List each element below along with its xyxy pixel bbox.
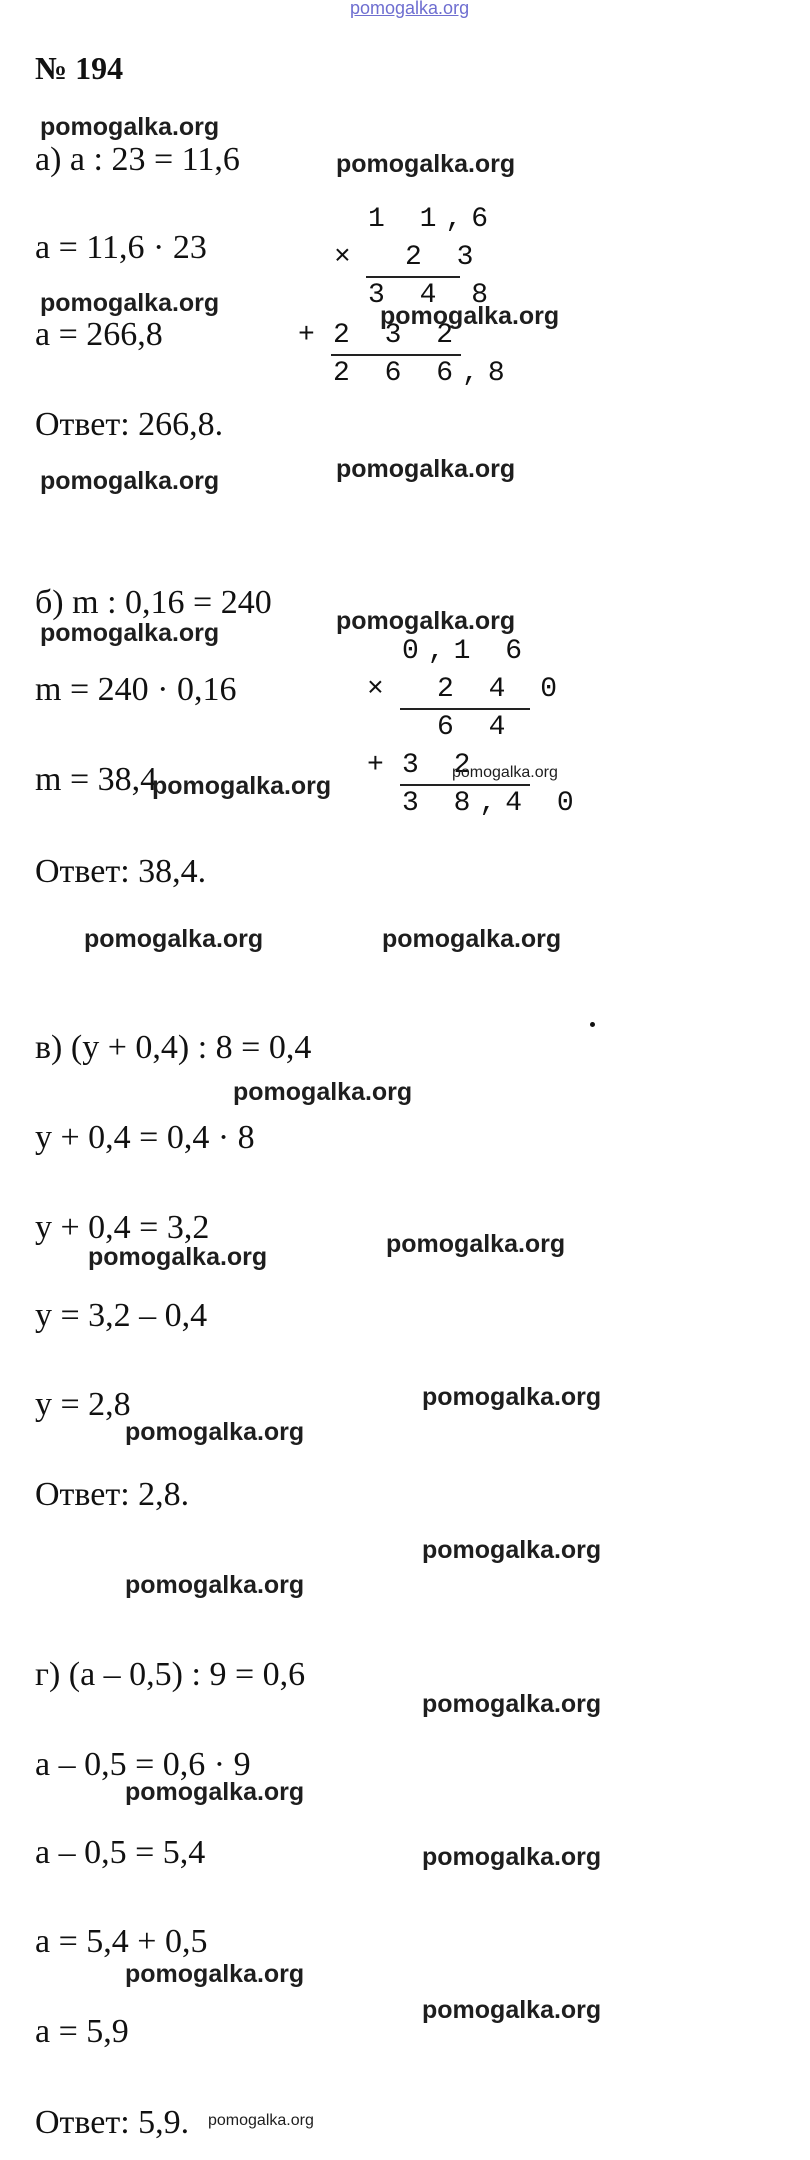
part-b-step-2: m = 38,4 <box>35 761 158 798</box>
watermark: pomogalka.org <box>336 455 516 483</box>
problem-title: № 194 <box>35 50 124 86</box>
watermark: pomogalka.org <box>336 607 516 635</box>
watermark: pomogalka.org <box>208 2112 314 2129</box>
part-v-step-1: y + 0,4 = 0,4 · 8 <box>35 1119 255 1156</box>
column-a-result: 2 6 6,8 <box>333 358 514 389</box>
part-g-equation: г) (a – 0,5) : 9 = 0,6 <box>35 1656 306 1693</box>
part-a-equation: а) a : 23 = 11,6 <box>35 141 240 178</box>
watermark: pomogalka.org <box>40 467 220 495</box>
column-b-partial-1: 6 4 <box>437 712 515 743</box>
watermark: pomogalka.org <box>125 1418 305 1446</box>
watermark: pomogalka.org <box>125 1960 305 1988</box>
part-g-step-4: a = 5,9 <box>35 2013 129 2050</box>
part-b-answer: Ответ: 38,4. <box>35 853 207 890</box>
column-b-partial-2: 3 2 <box>402 750 480 781</box>
part-g-step-1: a – 0,5 = 0,6 · 9 <box>35 1746 251 1783</box>
watermark: pomogalka.org <box>422 1383 602 1411</box>
watermark: pomogalka.org <box>422 1843 602 1871</box>
watermark: pomogalka.org <box>125 1778 305 1806</box>
part-g-step-3: a = 5,4 + 0,5 <box>35 1923 208 1960</box>
part-g-answer: Ответ: 5,9. <box>35 2104 190 2141</box>
part-v-answer: Ответ: 2,8. <box>35 1476 190 1513</box>
column-a-partial-2: 2 3 2 <box>333 320 463 351</box>
part-v-step-2: y + 0,4 = 3,2 <box>35 1209 210 1246</box>
watermark: pomogalka.org <box>40 289 220 317</box>
column-b-multiplicand: 0,1 6 <box>402 636 532 667</box>
watermark: pomogalka.org <box>452 764 558 781</box>
part-a-step-1: a = 11,6 · 23 <box>35 229 207 266</box>
column-a-multiplier: 2 3 <box>405 242 483 273</box>
column-a-plus-sign: + <box>298 320 324 351</box>
part-v-step-3: y = 3,2 – 0,4 <box>35 1297 208 1334</box>
watermark: pomogalka.org <box>233 1078 413 1106</box>
watermark: pomogalka.org <box>422 1996 602 2024</box>
watermark: pomogalka.org <box>336 150 516 178</box>
part-v-step-4: y = 2,8 <box>35 1386 131 1423</box>
column-a-partial-1: 3 4 8 <box>368 280 498 311</box>
column-b-plus-sign: + <box>367 750 393 781</box>
watermark: pomogalka.org <box>382 925 562 953</box>
part-a-step-2: a = 266,8 <box>35 316 163 353</box>
watermark: pomogalka.org <box>88 1243 268 1271</box>
watermark: pomogalka.org <box>422 1536 602 1564</box>
column-a-multiplicand: 1 1,6 <box>368 204 498 235</box>
watermark: pomogalka.org <box>84 925 264 953</box>
part-v-equation: в) (y + 0,4) : 8 = 0,4 <box>35 1029 312 1066</box>
stray-dot-mark <box>590 1022 595 1027</box>
column-b-multiplier: 2 4 0 <box>437 674 567 705</box>
part-b-step-1: m = 240 · 0,16 <box>35 671 237 708</box>
watermark: pomogalka.org <box>152 772 332 800</box>
part-g-step-2: a – 0,5 = 5,4 <box>35 1834 206 1871</box>
top-watermark-link[interactable]: pomogalka.org <box>350 0 470 18</box>
watermark: pomogalka.org <box>125 1571 305 1599</box>
watermark: pomogalka.org <box>40 113 220 141</box>
part-a-answer: Ответ: 266,8. <box>35 406 224 443</box>
watermark: pomogalka.org <box>422 1690 602 1718</box>
watermark: pomogalka.org <box>380 302 560 330</box>
column-b-result: 3 8,4 0 <box>402 788 583 819</box>
part-b-equation: б) m : 0,16 = 240 <box>35 584 272 621</box>
column-a-multiply-sign: × <box>334 242 360 273</box>
watermark: pomogalka.org <box>386 1230 566 1258</box>
column-b-multiply-sign: × <box>367 674 393 705</box>
watermark: pomogalka.org <box>40 619 220 647</box>
